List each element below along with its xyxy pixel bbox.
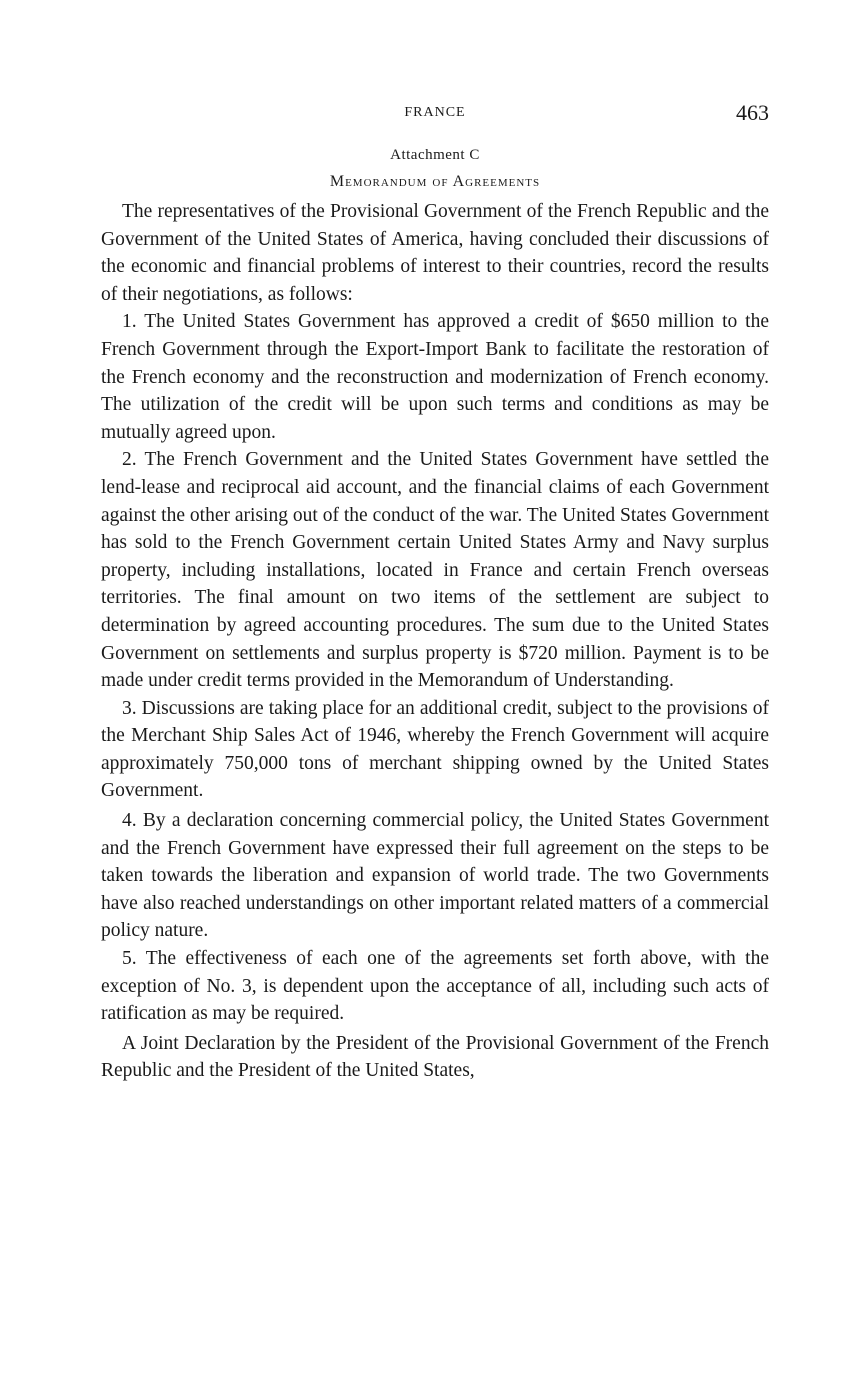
running-head <box>101 100 769 130</box>
agreement-item-4: 4. By a declaration concerning commercial policy, the United States Government and the French Government have expressed their full agreement on the steps to be taken towards the liberation and expansion of world trade. The two Governments have also reached understandings on other important related matters of a commercial policy nature. <box>101 810 769 942</box>
document-page <box>101 100 769 1085</box>
agreement-item-2: 2. The French Government and the United States Government have settled the lend-lease and reciprocal aid account, and the financial claims of each Government against the other arising out of the conduct of the war. The United States Government has sold to the French Government certain United States Army and Navy surplus property, including installations, located in France and certain French overseas territories. The final amount on two items of the settlement are subject to determination by agreed accounting procedures. The sum due to the United States Government on settlements and surplus property is $720 million. Payment is to be made under credit terms provided in the Memorandum of Understanding. <box>101 449 769 692</box>
agreement-item-1: 1. The United States Government has approved a credit of $650 million to the French Government through the Export-Import Bank to facilitate the restoration of the French economy and the reconstruction and modernization of French economy. The utilization of the credit will be upon such terms and conditions as may be mutually agreed upon. <box>101 311 769 443</box>
intro-paragraph: The representatives of the Provisional Government of the French Republic and the Government of the United States of America, having concluded their discussions of the economic and financial problems of interest to their countries, record the results of their negotiations, as follows: <box>101 201 769 305</box>
agreement-item-3: 3. Discussions are taking place for an additional credit, subject to the provisions of the Merchant Ship Sales Act of 1946, whereby the French Government will acquire approximately 750,000 tons of merchant shipping owned by the United States Government. <box>101 697 769 802</box>
running-title: FRANCE <box>404 105 466 120</box>
attachment-label: Attachment C <box>390 147 480 163</box>
agreement-item-5: 5. The effectiveness of each one of the agreements set forth above, with the exception of No. 3, is dependent upon the acceptance of all, including such acts of ratification as may be required. <box>101 948 769 1025</box>
memorandum-body <box>101 198 769 1085</box>
memorandum-title: Memorandum of Agreements <box>329 173 541 190</box>
page-number: 463 <box>736 100 769 125</box>
joint-declaration-paragraph: A Joint Declaration by the President of the Provisional Government of the French Republic and the President of the United States, <box>101 1032 769 1082</box>
